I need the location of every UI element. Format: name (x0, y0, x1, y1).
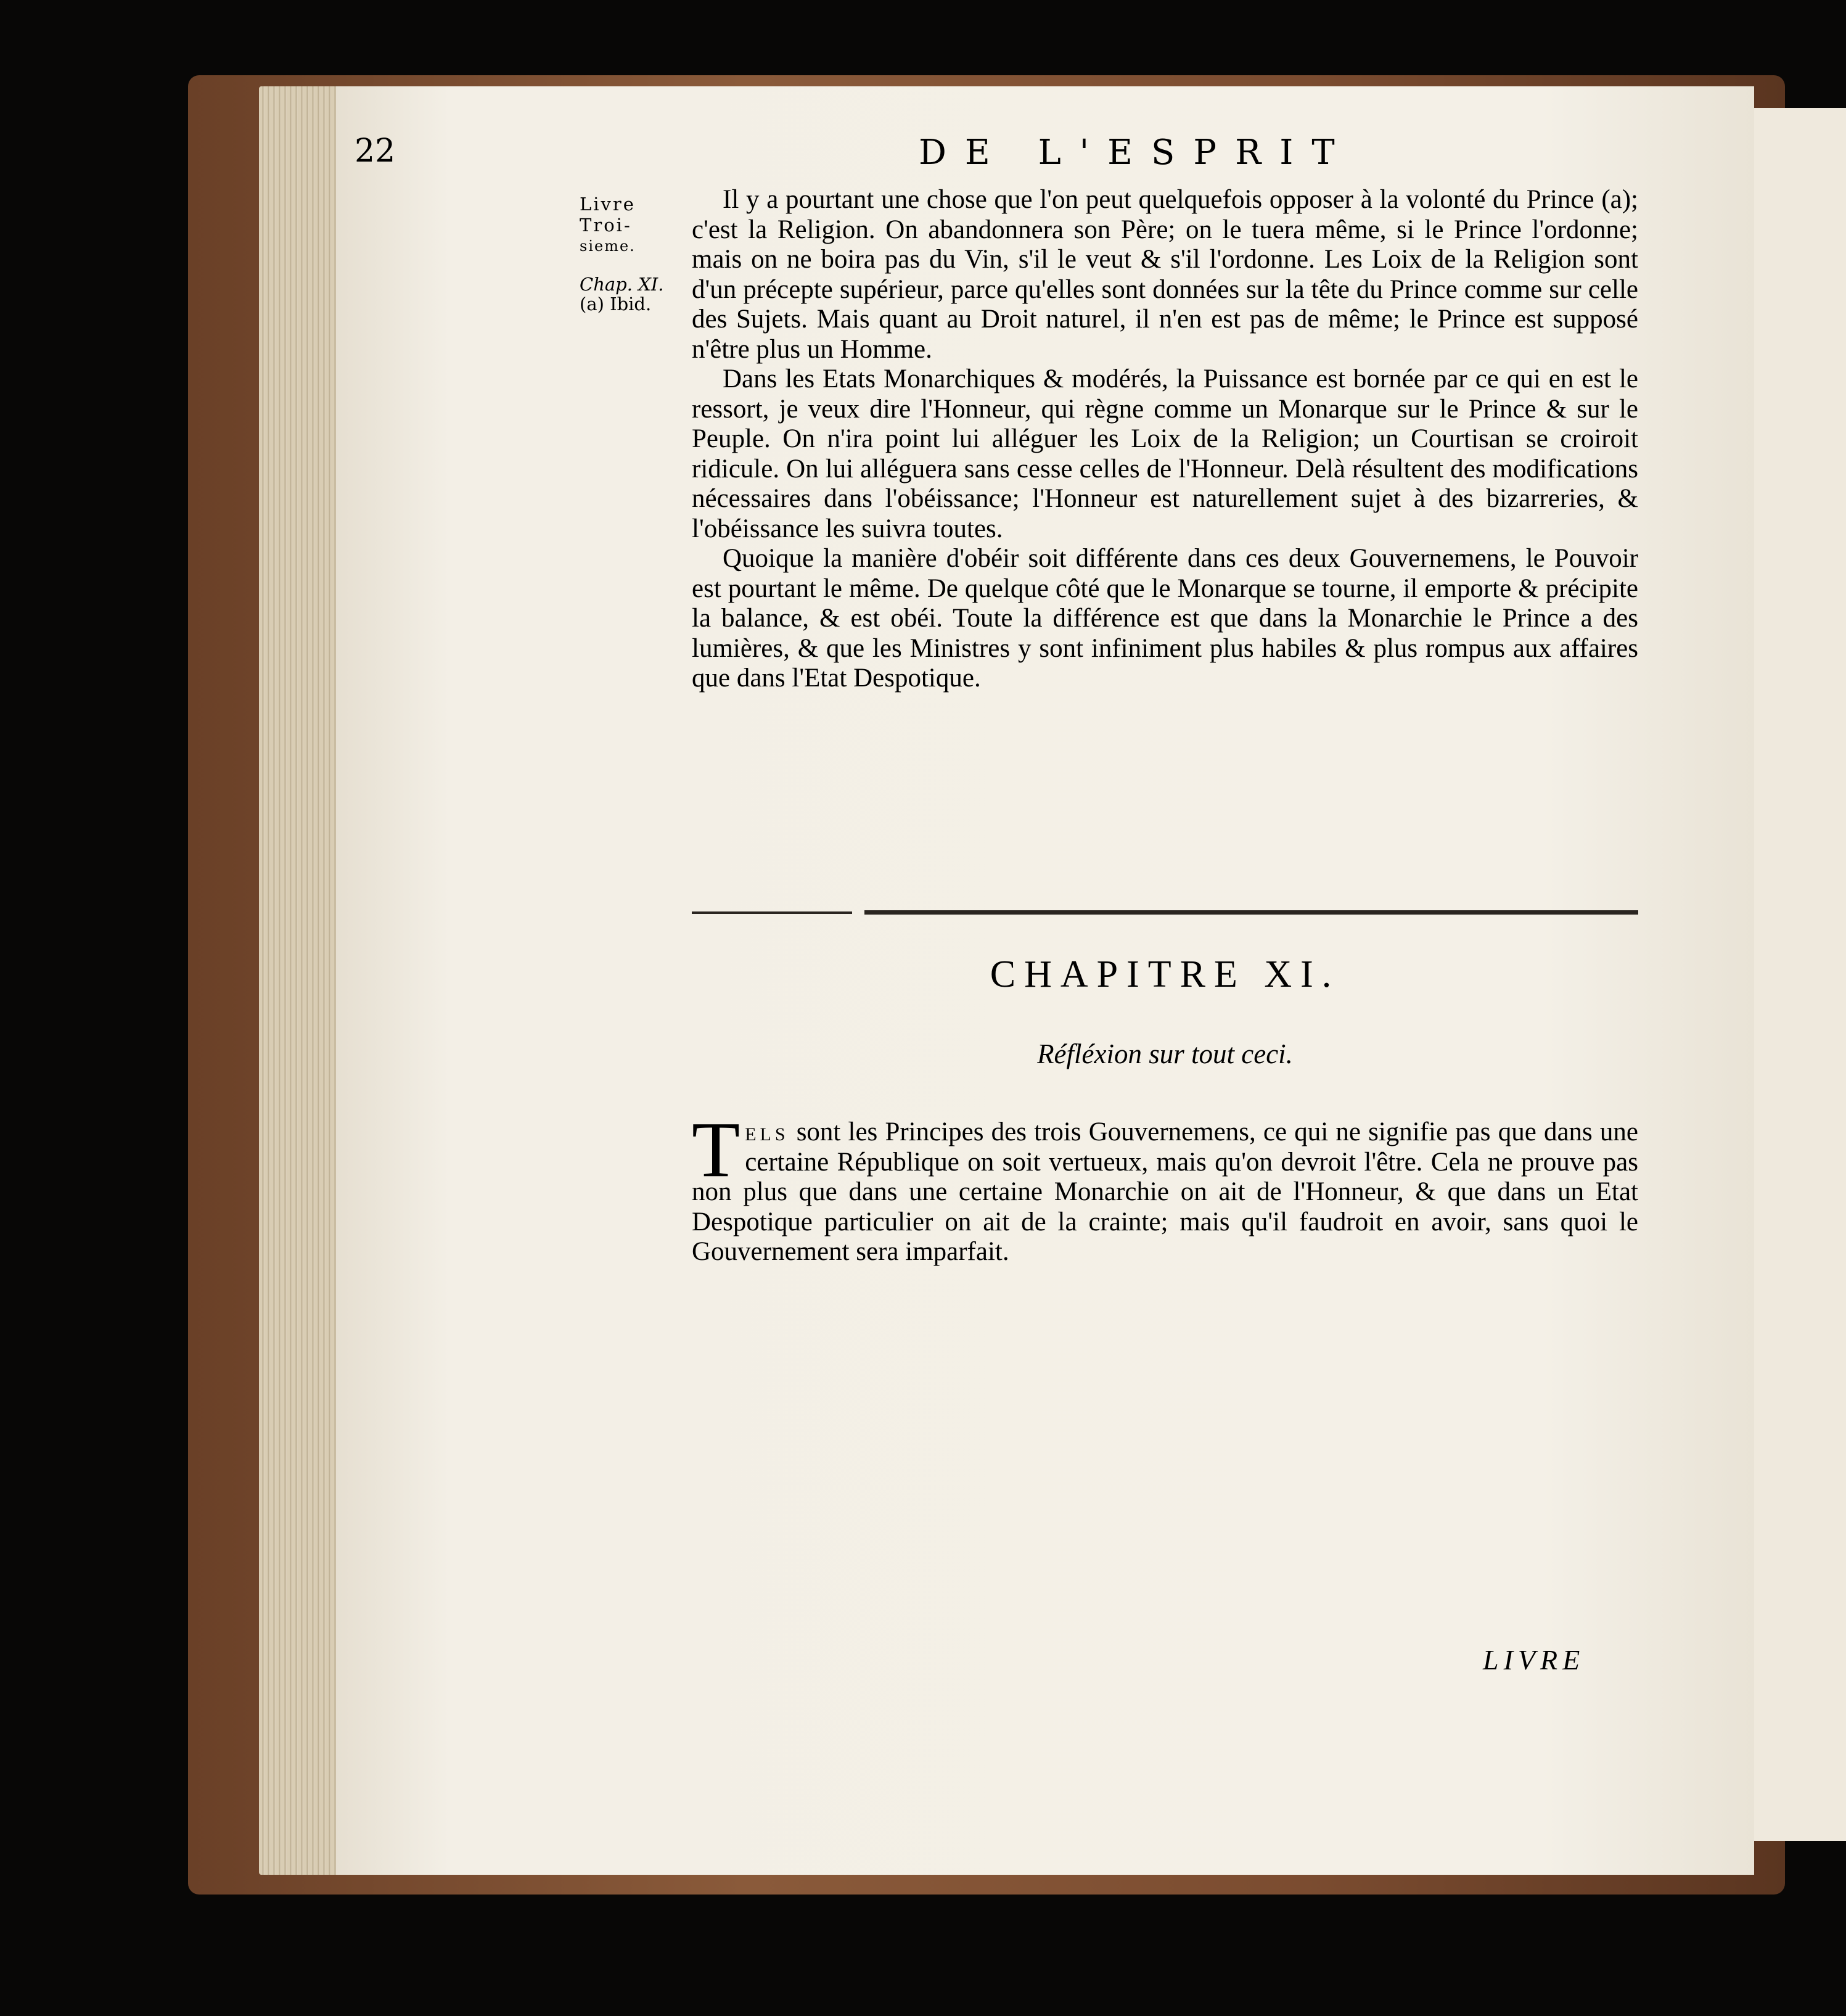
margin-note-line: sieme. (580, 237, 636, 255)
margin-note-line: Chap. XI. (580, 274, 664, 295)
page-number: 22 (355, 133, 396, 170)
chapter-divider (692, 910, 1638, 918)
divider-rule-short (692, 911, 852, 914)
paragraph: Dans les Etats Monarchiques & modérés, la Puissance est bornée par ce qui en est le ressort, je veux dire l'Honneur, qui règne comme un Monarque sur le Prince & sur le Peuple. On n'ira point lui alléguer les Loix de la Religion; un Courtisan se croiroit ridicule. On lui alléguera sans cesse celles de l'Honneur. Delà résultent des modifications nécessaires dans l'obéissance; l'Honneur est naturellement sujet à des bizarreries, & l'obéissance les suivra toutes. (692, 364, 1638, 543)
margin-note (580, 191, 678, 317)
running-head-title: DE L'ESPRIT (919, 133, 1353, 173)
margin-note-line: Troi- (580, 215, 632, 236)
chapter-lead-word: els (745, 1117, 789, 1146)
chapter-text: sont les Principes des trois Gouvernemens, ce qui ne signifie pas que dans une certaine République on soit vertueux, mais qu'on devroit l'être. Cela ne prouve pas non plus que dans une certaine Monarchie on ait de l'Honneur, & que dans un Etat Despotique particulier on ait de la crainte; mais qu'il faudroit en avoir, sans quoi le Gouvernement sera imparfait. (692, 1117, 1639, 1266)
body-text (692, 185, 1638, 694)
facing-page-edge (1745, 108, 1846, 1841)
drop-capital: T (692, 1106, 740, 1193)
divider-rule-long (864, 910, 1638, 915)
paragraph: Il y a pourtant une chose que l'on peut quelquefois opposer à la volonté du Prince (a); c'est la Religion. On abandonnera son Père; on le tuera même, si le Prince l'ordonne; mais on ne boira pas du Vin, s'il le veut & s'il l'ordonne. Les Loix de la Religion sont d'un précepte supérieur, parce qu'elles sont données sur la tête du Prince comme sur celle des Sujets. Mais quant au Droit naturel, il n'en est pas de même; le Prince est supposé n'être plus un Homme. (692, 185, 1638, 364)
chapter-title: CHAPITRE XI. (990, 953, 1340, 995)
margin-note-line: (a) Ibid. (580, 294, 652, 315)
paragraph: Quoique la manière d'obéir soit différente dans ces deux Gouvernemens, le Pouvoir est pourtant le même. De quelque côté que le Monarque se tourne, il emporte & précipite la balance, & est obéi. Toute la différence est que dans la Monarchie le Prince a des lumières, & que les Ministres y sont infiniment plus habiles & plus rompus aux affaires que dans l'Etat Despotique. (692, 544, 1638, 693)
catchword: LIVRE (1483, 1644, 1585, 1676)
chapter-subtitle: Réfléxion sur tout ceci. (1037, 1039, 1293, 1069)
chapter-body (692, 1106, 1639, 1267)
margin-note-line: Livre (580, 194, 636, 215)
